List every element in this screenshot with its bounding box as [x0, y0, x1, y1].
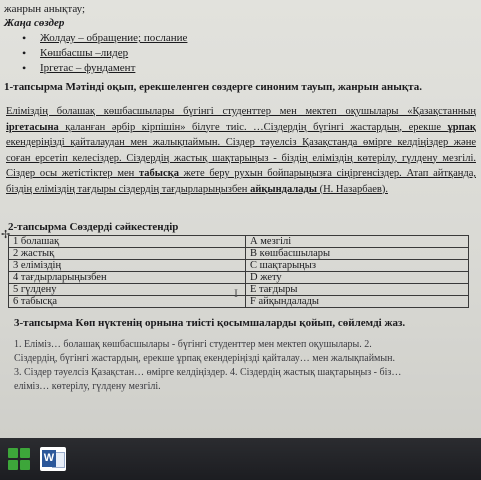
table-cell[interactable]: С шақтарыңыз	[246, 260, 469, 272]
table-cell[interactable]: 2 жастық	[9, 248, 246, 260]
table-cell[interactable]: F айқындалады	[246, 296, 469, 308]
task3-line: Сіздердің, бүгінгі жастардың, ерекше ұрпақ екендеріңізді қайталау… мен жалықпаймын.	[14, 353, 395, 364]
table-row	[9, 284, 469, 296]
task1-title: 1-тапсырма Мәтінді оқып, ерекшеленген сөздерге синоним тауып, жанрын анықта.	[4, 81, 422, 93]
task2-title: 2-тапсырма Сөздерді сәйкестендір	[8, 221, 179, 233]
highlight-word: айқындалады	[250, 183, 317, 195]
table-cell[interactable]: В көшбасшылары	[246, 248, 469, 260]
table-cell[interactable]: 6 табысқа	[9, 296, 246, 308]
vocab-list	[22, 31, 187, 76]
table-cell[interactable]: 1 болашақ	[9, 236, 246, 248]
highlight-word: табысқа	[139, 168, 179, 179]
task3-line: 3. Сіздер тәуелсіз Қазақстан… өмірге келдіңіздер. 4. Сіздердің жастық шақтарыңыз - біз…	[14, 367, 402, 378]
table-row	[9, 248, 469, 260]
text-cursor-icon: I	[234, 286, 238, 300]
table-cell[interactable]: 4 тағдырларыңызбен	[9, 272, 246, 284]
table-cell[interactable]: 5 гүлдену	[9, 284, 246, 296]
task3-title: 3-тапсырма Көп нүктенің орнына тиісті қосымшаларды қойып, сөйлемді жаз.	[14, 317, 406, 329]
table-move-handle-icon[interactable]: ✢	[1, 229, 11, 241]
vocab-item: • Жолдау – обращение; послание	[22, 31, 187, 46]
vocab-item: • Көшбасшы –лидер	[22, 46, 187, 61]
table-row	[9, 260, 469, 272]
new-words-heading: Жаңа сөздер	[4, 17, 65, 29]
table-cell[interactable]: 3 еліміздің	[9, 260, 246, 272]
vocab-item: • Іргетас – фундамент	[22, 61, 187, 76]
taskbar	[0, 438, 481, 480]
table-row	[9, 272, 469, 284]
word-icon[interactable]: W	[40, 447, 66, 471]
matching-table	[8, 235, 469, 308]
windows-start-icon[interactable]	[6, 447, 32, 471]
table-cell[interactable]: А мезгілі	[246, 236, 469, 248]
intro-line: жанрын анықтау;	[4, 3, 86, 15]
table-row	[9, 296, 469, 308]
table-row	[9, 236, 469, 248]
task3-line: еліміз… көтерілу, гүлдену мезгілі.	[14, 381, 161, 392]
highlight-word: іргетасына	[6, 121, 59, 133]
table-cell[interactable]: Е тағдыры	[246, 284, 469, 296]
table-cell[interactable]: D жету	[246, 272, 469, 284]
highlight-word: ұрпақ	[447, 121, 476, 133]
task1-paragraph: Еліміздің болашақ көшбасшылары бүгінгі студенттер мен мектеп оқушылары «Қазақстанның іргетасына қаланған әрбір кірпішін» білуге тиіс. …Сіздердің бүгінгі жастардың, ерекше ұрпақ екендеріңізді қайталаудан мен жалықпаймын. Сіздер тәуелсіз Қазақстанда өмірге келдіңіздер және соған ерсетіп келесіздер. Сіздердің жастық шақтарыңыз - біздің еліміздің көтерілу, гүлдену мезгілі. Сіздер осы жетістіктер мен табысқа жете беру рухын бойпарыңызға сіңіргенсіздер. Атап айтқанда, біздің еліміздің тағдыры сіздердің тағдырларыңызбен айқындалады (Н. Назарбаев).	[6, 106, 476, 195]
task3-line: 1. Еліміз… болашақ көшбасшылары - бүгінгі студенттер мен мектеп оқушылары. 2.	[14, 339, 372, 350]
